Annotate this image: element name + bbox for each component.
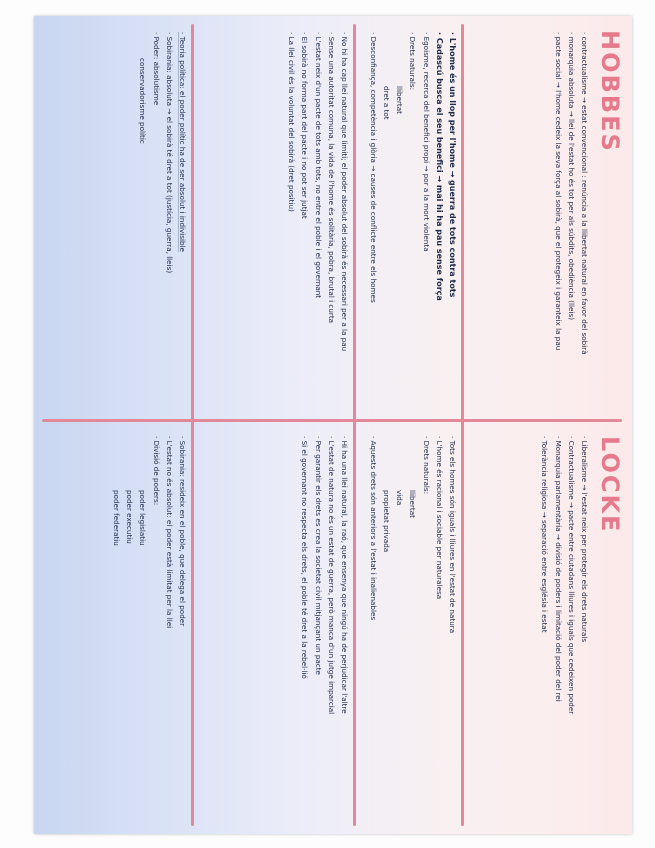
- note-line: · Egoisme, recerca del benefici propi → por a la mort violenta: [421, 32, 431, 252]
- hobbes-sovereignty-section: [135, 32, 188, 273]
- note-subline: poder legislatiu: [138, 490, 148, 546]
- note-line: · El sobirà no forma part del pacte i no pot ser jutjat: [300, 32, 310, 219]
- note-line: · pacte social → l'home cedeix la seva força al sobirà, que el protegeix i garanteix la pau: [553, 32, 563, 351]
- hobbes-politics-section: [550, 32, 590, 355]
- locke-human-nature-section: [366, 436, 458, 633]
- note-subline: llibertat: [408, 490, 418, 518]
- rotated-content: [34, 16, 632, 834]
- locke-politics-section: [537, 436, 590, 714]
- note-line: · Sense una autoritat comuna, la vida de l'home és solitària, pobra, brutal i curta: [326, 32, 336, 324]
- note-line: · Drets naturals:: [408, 32, 418, 91]
- note-line: · Drets naturals:: [421, 436, 431, 495]
- note-line: · Desconfiança, competència i glòria → causes de conflicte entre els homes: [368, 32, 378, 303]
- note-line: · Sobirania: resideix en el poble, que delega el poder: [178, 436, 187, 627]
- note-subline: dret a tot: [381, 86, 391, 120]
- note-line: · contractualisme → estat convencional : renúncia a la llibertat natural en favor del sobirà: [580, 32, 589, 355]
- locke-sovereignty-section: [109, 436, 188, 628]
- note-line: · No hi ha cap llei natural que limiti; el poder absolut del sobirà és necessari per a la pau: [340, 32, 349, 352]
- paper-sheet: [34, 16, 632, 834]
- hobbes-human-nature-section: [366, 32, 458, 303]
- note-line: · Monarquia parlamentària → divisió de poders i limitació del poder del rei: [553, 436, 563, 702]
- note-line: · Divisió de poders:: [151, 436, 161, 506]
- row-divider-3: [191, 24, 194, 826]
- note-line: · L'estat neix d'un pacte de tots amb tots, no entre el poble i el governant: [313, 32, 323, 299]
- note-line: · Contractualisme → pacte entre ciutadans lliures i iguals que cedeixen poder: [566, 436, 576, 715]
- note-line: · Teoria política: el poder polític ha de ser absolut i indivisible: [178, 32, 187, 252]
- vertical-divider: [42, 419, 622, 422]
- note-line-emphasis: · L'home és un llop per l'home → guerra de tots contra tots: [448, 32, 457, 298]
- locke-heading: LOCKE: [596, 436, 624, 534]
- row-divider-1: [461, 24, 464, 826]
- hobbes-state-of-nature-section: [284, 32, 350, 351]
- note-subline: poder federatiu: [111, 490, 121, 546]
- note-line: · L'estat de natura no és un estat de guerra, però manca d'un jutge imparcial: [326, 436, 336, 715]
- note-line: · L'estat no és absolut: el poder està limitat per la llei: [164, 436, 174, 629]
- note-line: · Hi ha una llei natural, la raó, que ensenya que ningú ha de perjudicar l'altre: [340, 436, 349, 714]
- note-subline: propietat privada: [381, 490, 391, 553]
- note-line: · monarquia absoluta → llei de l'estat ho és tot per als súbdits, obediència (lleis): [566, 32, 576, 321]
- hobbes-heading: HOBBES: [596, 30, 624, 153]
- note-line: · Sobirania: absoluta → el sobirà té dret a tot (justícia, guerra, lleis): [164, 32, 174, 274]
- note-subline: llibertat: [395, 86, 405, 114]
- note-line-emphasis: · Cadascú busca el seu benefici → mai hi ha pau sense força: [434, 32, 444, 301]
- note-line: · Tots els homes són iguals i lliures en l'estat de natura: [448, 436, 457, 634]
- note-line: · Si el governant no respecta els drets, el poble té dret a la rebel·lió: [300, 436, 310, 679]
- note-line: · Tolerància religiosa → separació entre església i estat: [540, 436, 550, 633]
- note-line: · La llei civil és la voluntat del sobirà (dret positiu): [287, 32, 297, 212]
- note-line: · Per garantir els drets es crea la societat civil mitjançant un pacte: [313, 436, 323, 675]
- locke-state-of-nature-section: [297, 436, 350, 714]
- note-subline: poder executiu: [125, 490, 135, 544]
- note-line: · L'home és racional i sociable per naturalesa: [434, 436, 444, 600]
- note-subline: conservadorisme polític: [138, 58, 148, 144]
- note-line: · Poder: absolutisme: [151, 32, 161, 106]
- row-divider-2: [353, 24, 356, 826]
- note-subline: vida: [395, 490, 405, 506]
- note-line: · Liberalisme → l'estat neix per protegir els drets naturals: [580, 436, 589, 643]
- note-line: · Aquests drets són anteriors a l'estat i inalienables: [368, 436, 378, 621]
